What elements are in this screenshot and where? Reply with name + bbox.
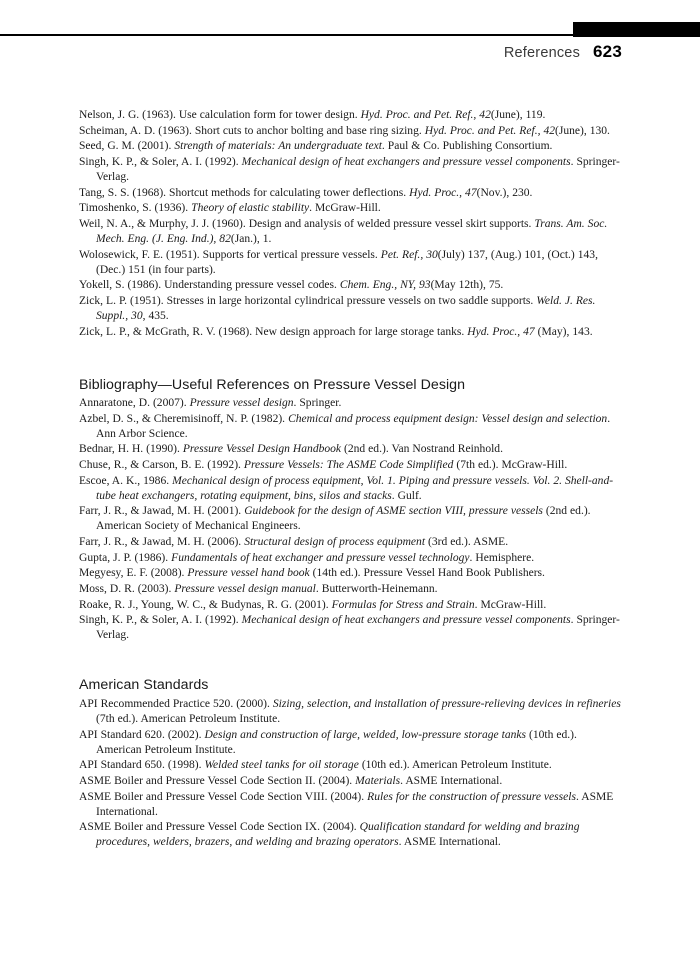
reference-text: API Standard 650. (1998). [79,759,205,772]
reference-title-italic: Pet. Ref., 30 [380,248,438,261]
reference-title-italic: Pressure vessel hand book [187,567,310,580]
reference-text: (Nov.), 230. [476,186,533,199]
reference-text: , 435. [142,309,169,322]
reference-text: . Springer-Verlag. [96,155,620,183]
reference-title-italic: Hyd. Proc. and Pet. Ref., 42 [424,124,555,137]
reference-entry [79,217,623,247]
reference-title-italic: Mechanical design of heat exchangers and pressure vessel components [241,155,571,168]
reference-title-italic: Structural design of process equipment [244,536,426,549]
reference-title-italic: Strength of materials: An undergraduate text [174,140,382,153]
reference-list-references [79,108,623,340]
reference-title-italic: Pressure vessel design [189,397,294,410]
reference-text: Seed, G. M. (2001). [79,140,175,153]
reference-entry [79,758,623,773]
reference-text: (June), 130. [555,124,610,137]
reference-title-italic: Pressure Vessels: The ASME Code Simplified [243,459,454,472]
reference-text: . ASME International. [400,774,503,787]
reference-entry [79,248,623,278]
reference-text: Zick, L. P., & McGrath, R. V. (1968). New design approach for large storage tanks. [79,325,468,338]
reference-text: (10th ed.). American Petroleum Institute. [96,728,577,756]
reference-text: . McGraw-Hill. [474,598,547,611]
header-black-tab [573,22,700,37]
reference-title-italic: Guidebook for the design of ASME section VIII, pressure vessels [244,505,543,518]
reference-text: Annaratone, D. (2007). [79,397,190,410]
reference-text: . Springer-Verlag. [96,614,620,642]
reference-title-italic: Theory of elastic stability [191,202,310,215]
section-references [79,108,623,340]
reference-title-italic: Chem. Eng., NY, 93 [339,279,431,292]
reference-entry [79,728,623,758]
reference-title-italic: Design and construction of large, welded, low-pressure storage tanks [204,728,527,741]
reference-text: Gupta, J. P. (1986). [79,551,172,564]
reference-text: (May), 143. [534,325,593,338]
reference-title-italic: Hyd. Proc. and Pet. Ref., 42 [360,109,491,121]
reference-title-italic: Rules for the construction of pressure vessels [367,790,577,803]
reference-text: Wolosewick, F. E. (1951). Supports for vertical pressure vessels. [79,248,381,261]
reference-text: Yokell, S. (1986). Understanding pressure vessel codes. [79,279,340,292]
reference-text: (2nd ed.). Van Nostrand Reinhold. [341,443,503,456]
reference-text: (May 12th), 75. [430,279,504,292]
reference-text: ASME Boiler and Pressure Vessel Code Section IX. (2004). [79,821,360,834]
reference-title-italic: Trans. Am. Soc. Mech. Eng. (J. Eng. Ind.), 82 [96,217,608,245]
reference-entry [79,325,623,340]
reference-text: (July) 137, (Aug.) 101, (Oct.) 143, (Dec.) 151 (in four parts). [96,248,598,276]
reference-text: Weil, N. A., & Murphy, J. J. (1960). Design and analysis of welded pressure vessel skirt supports. [79,217,535,230]
reference-text: ASME Boiler and Pressure Vessel Code Section VIII. (2004). [79,790,368,803]
reference-entry [79,294,623,324]
reference-text: Bednar, H. H. (1990). [79,443,183,456]
reference-text: Singh, K. P., & Soler, A. I. (1992). [79,155,242,168]
reference-entry [79,551,623,566]
reference-title-italic: Mechanical design of process equipment, Vol. 1. Piping and pressure vessels. Vol. 2. Shell-and-tube heat exchangers, rotating equipment, bins, silos and stacks [96,474,614,502]
reference-text: (7th ed.). American Petroleum Institute. [96,712,281,725]
reference-text: . McGraw-Hill. [309,202,381,215]
reference-entry [79,790,623,820]
reference-text: . Hemisphere. [469,551,535,564]
american-standards-heading: American Standards [79,677,209,694]
reference-title-italic: Hyd. Proc., 47 [467,325,535,338]
header-rule [0,34,573,36]
reference-text: . ASME International. [96,790,614,818]
reference-text: Scheiman, A. D. (1963). Short cuts to anchor bolting and base ring sizing. [79,124,425,137]
reference-text: . Gulf. [391,489,422,502]
reference-entry [79,474,623,504]
page-header [0,0,700,80]
reference-entry [79,774,623,789]
reference-text: (Jan.), 1. [230,232,272,245]
reference-text: API Recommended Practice 520. (2000). [79,697,273,710]
reference-text: Moss, D. R. (2003). [79,583,175,596]
reference-text: Timoshenko, S. (1936). [79,202,192,215]
reference-text: (7th ed.). McGraw-Hill. [453,459,568,472]
reference-text: . ASME International. [398,836,501,849]
reference-list-american-standards [79,697,623,850]
reference-entry [79,697,623,727]
reference-title-italic: Pressure Vessel Design Handbook [182,443,342,456]
reference-text: (14th ed.). Pressure Vessel Hand Book Publishers. [309,567,545,580]
reference-title-italic: Pressure vessel design manual [174,583,316,596]
reference-text: . Butterworth-Heinemann. [315,583,438,596]
page-number: 623 [593,42,622,61]
reference-title-italic: Weld. J. Res. Suppl., 30 [96,294,596,322]
reference-title-italic: Mechanical design of heat exchangers and pressure vessel components [241,614,571,627]
reference-entry [79,412,623,442]
reference-entry [79,186,623,201]
running-head-title: References [503,45,581,61]
reference-text: (10th ed.). American Petroleum Institute. [358,759,552,772]
reference-title-italic: Qualification standard for welding and brazing procedures, welders, brazers, and welding and brazing operators [96,821,580,849]
reference-entry [79,598,623,613]
reference-text: (3rd ed.). ASME. [425,536,509,549]
reference-entry [79,278,623,293]
reference-title-italic: Fundamentals of heat exchanger and pressure vessel technology [171,551,470,564]
reference-entry [79,201,623,216]
reference-entry [79,566,623,581]
reference-text: Farr, J. R., & Jawad, M. H. (2001). [79,505,245,518]
reference-entry [79,442,623,457]
reference-text: (June), 119. [490,109,546,121]
reference-title-italic: Materials [355,774,401,787]
reference-text: API Standard 620. (2002). [79,728,205,741]
bibliography-heading: Bibliography—Useful References on Pressure Vessel Design [79,376,466,393]
reference-list-bibliography [79,396,623,643]
page-content [79,108,623,851]
section-bibliography [79,376,623,644]
reference-text: Singh, K. P., & Soler, A. I. (1992). [79,614,242,627]
reference-title-italic: Sizing, selection, and installation of pressure-relieving devices in refineries [272,697,621,710]
reference-entry [79,458,623,473]
reference-text: . Ann Arbor Science. [96,412,611,440]
reference-text: . Springer. [293,397,342,410]
reference-entry [79,124,623,139]
reference-text: Tang, S. S. (1968). Shortcut methods for calculating tower deflections. [79,186,410,199]
running-head [504,42,622,62]
reference-entry [79,613,623,643]
reference-entry [79,155,623,185]
reference-title-italic: Chemical and process equipment design: Vessel design and selection [288,412,608,425]
reference-title-italic: Welded steel tanks for oil storage [204,759,359,772]
reference-text: Zick, L. P. (1951). Stresses in large horizontal cylindrical pressure vessels on two saddle supports. [79,294,537,307]
reference-text: Escoe, A. K., 1986. [79,474,173,487]
reference-text: Farr, J. R., & Jawad, M. H. (2006). [79,536,245,549]
reference-title-italic: Hyd. Proc., 47 [409,186,477,199]
reference-text: (2nd ed.). American Society of Mechanical Engineers. [96,505,591,533]
reference-text: Nelson, J. G. (1963). Use calculation form for tower design. [79,109,361,121]
reference-entry [79,820,623,850]
reference-text: Roake, R. J., Young, W. C., & Budynas, R. G. (2001). [79,598,332,611]
reference-entry [79,582,623,597]
reference-text: Azbel, D. S., & Cheremisinoff, N. P. (1982). [79,412,289,425]
reference-entry [79,396,623,411]
reference-title-italic: Formulas for Stress and Strain [331,598,475,611]
reference-entry [79,139,623,154]
reference-text: ASME Boiler and Pressure Vessel Code Section II. (2004). [79,774,356,787]
reference-entry [79,535,623,550]
reference-text: Chuse, R., & Carson, B. E. (1992). [79,459,244,472]
reference-text: Megyesy, E. F. (2008). [79,567,188,580]
reference-entry [79,504,623,534]
section-american-standards [79,676,623,850]
reference-text: . Paul & Co. Publishing Consortium. [381,140,553,153]
reference-entry [79,108,623,123]
